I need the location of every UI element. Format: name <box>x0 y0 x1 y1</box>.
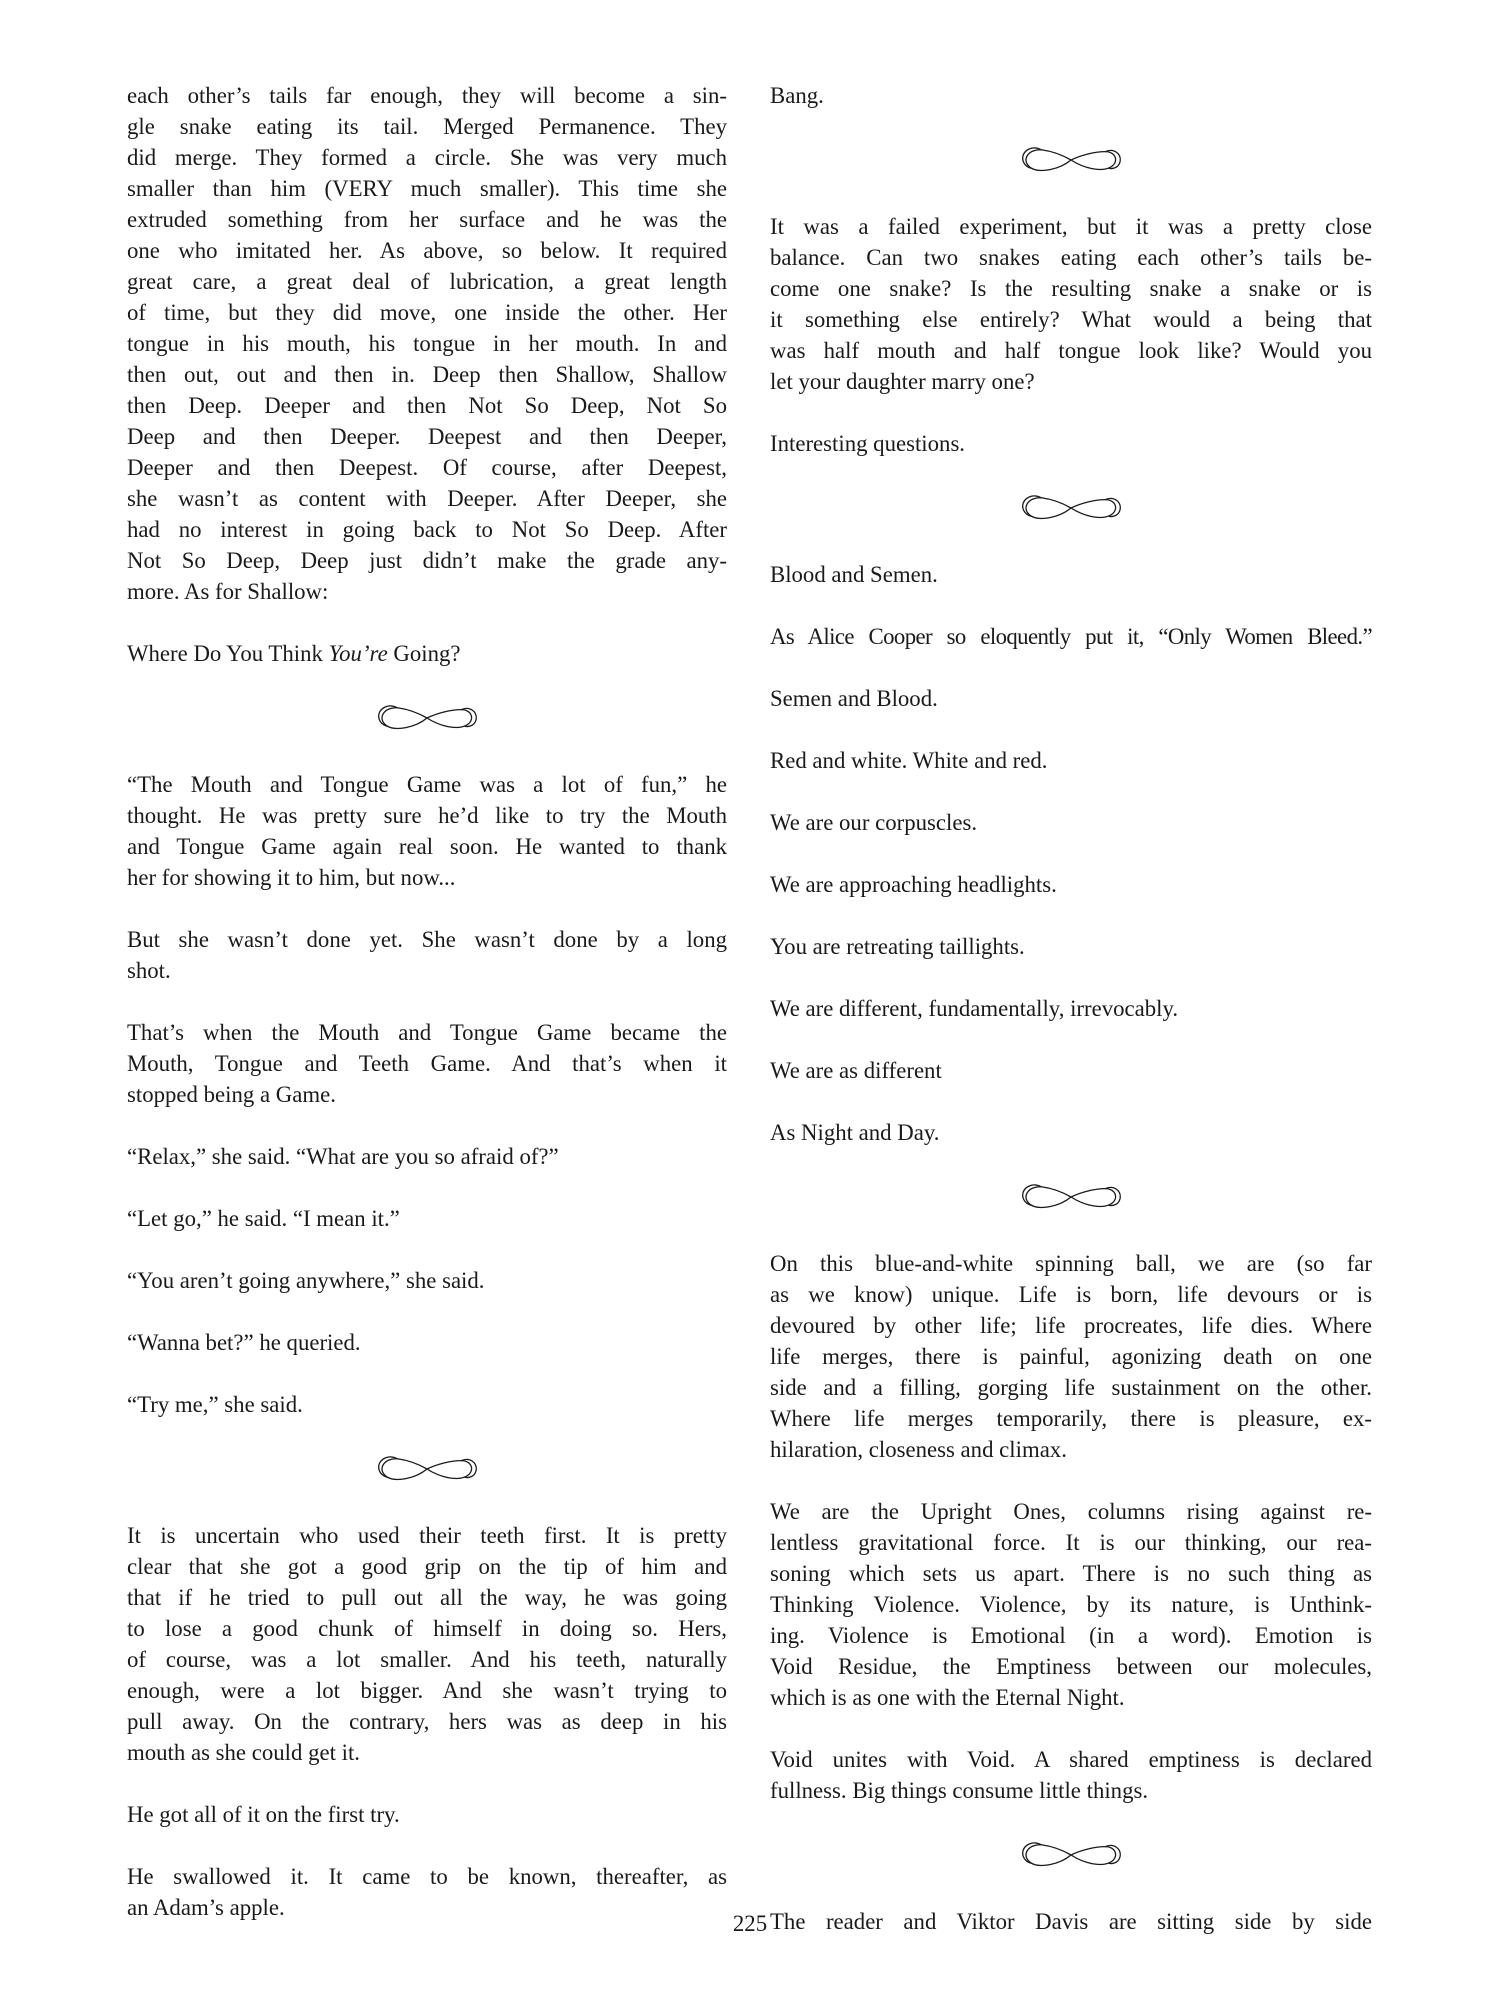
text-run: which is as one with the Eternal Night. <box>770 1685 1125 1710</box>
text-line <box>770 1682 1372 1713</box>
text-run: We are different, fundamentally, irrevocably. <box>770 996 1179 1021</box>
text-run: to lose a good chunk of himself in doing so. Hers, <box>127 1616 727 1641</box>
text-run: Void Residue, the Emptiness between our molecules, <box>770 1654 1372 1679</box>
text-line <box>127 1265 727 1296</box>
text-run: We are the Upright Ones, columns rising against re- <box>770 1499 1372 1524</box>
text-run: as we know) unique. Life is born, life devours or is <box>770 1282 1372 1307</box>
text-run: mouth as she could get it. <box>127 1740 361 1765</box>
text-run: Mouth, Tongue and Teeth Game. And that’s when it <box>127 1051 727 1076</box>
text-run: Deep and then Deeper. Deepest and then Deeper, <box>127 424 727 449</box>
text-run: The reader and Viktor Davis are sitting side by side <box>770 1909 1372 1934</box>
text-line <box>770 304 1372 335</box>
text-run: fullness. Big things consume little things. <box>770 1778 1149 1803</box>
text-run: You are retreating taillights. <box>770 934 1025 959</box>
text-run: extruded something from her surface and he was the <box>127 207 727 232</box>
text-run: hilaration, closeness and climax. <box>770 1437 1067 1462</box>
text-line <box>127 1141 727 1172</box>
text-run: Where life merges temporarily, there is pleasure, ex- <box>770 1406 1372 1431</box>
text-run: As Alice Cooper so eloquently put it, “Only Women Bleed.” <box>770 624 1372 649</box>
text-line <box>127 769 727 800</box>
paragraph <box>770 745 1372 776</box>
paragraph <box>127 924 727 986</box>
text-line <box>127 1079 727 1110</box>
text-line <box>127 1389 727 1420</box>
text-run: smaller than him (VERY much smaller). This time she <box>127 176 727 201</box>
text-run: had no interest in going back to Not So Deep. After <box>127 517 727 542</box>
paragraph <box>770 1117 1372 1148</box>
paragraph <box>127 1389 727 1420</box>
paragraph <box>770 931 1372 962</box>
text-line <box>770 1558 1372 1589</box>
text-line <box>770 683 1372 714</box>
paragraph <box>770 1496 1372 1713</box>
text-run: “You aren’t going anywhere,” she said. <box>127 1268 485 1293</box>
infinity-flourish-icon <box>1019 1180 1123 1214</box>
text-line <box>770 1527 1372 1558</box>
paragraph <box>127 1141 727 1172</box>
text-run: her for showing it to him, but now... <box>127 865 456 890</box>
paragraph <box>770 1248 1372 1465</box>
text-line <box>770 1651 1372 1682</box>
text-line <box>770 745 1372 776</box>
text-run: That’s when the Mouth and Tongue Game became the <box>127 1020 727 1045</box>
text-line <box>127 235 727 266</box>
text-run: side and a filling, gorging life sustainment on the other. <box>770 1375 1372 1400</box>
text-run: He swallowed it. It came to be known, thereafter, as <box>127 1864 727 1889</box>
text-run: she wasn’t as content with Deeper. After Deeper, she <box>127 486 727 511</box>
text-line <box>127 328 727 359</box>
paragraph <box>770 807 1372 838</box>
text-line <box>127 831 727 862</box>
infinity-flourish-icon <box>375 701 479 735</box>
text-line <box>127 800 727 831</box>
text-run: Void unites with Void. A shared emptiness is declared <box>770 1747 1372 1772</box>
text-line <box>127 1675 727 1706</box>
text-run: each other’s tails far enough, they will become a sin- <box>127 83 727 108</box>
text-run: Bang. <box>770 83 824 108</box>
text-run: an Adam’s apple. <box>127 1895 285 1920</box>
text-run: great care, a great deal of lubrication, a great length <box>127 269 727 294</box>
page-number: 225 <box>732 1911 768 1936</box>
text-run: come one snake? Is the resulting snake a snake or is <box>770 276 1372 301</box>
text-run: devoured by other life; life procreates, life dies. Where <box>770 1313 1372 1338</box>
text-line <box>770 993 1372 1024</box>
paragraph <box>770 1744 1372 1806</box>
text-run: We are as different <box>770 1058 942 1083</box>
text-run: stopped being a Game. <box>127 1082 336 1107</box>
text-run: of course, was a lot smaller. And his teeth, naturally <box>127 1647 727 1672</box>
text-run: Semen and Blood. <box>770 686 938 711</box>
text-line <box>127 1799 727 1830</box>
paragraph <box>127 638 727 669</box>
paragraph <box>127 1017 727 1110</box>
text-line <box>127 924 727 955</box>
paragraph <box>127 1203 727 1234</box>
text-line <box>127 1861 727 1892</box>
text-run: But she wasn’t done yet. She wasn’t done by a long <box>127 927 727 952</box>
text-line <box>127 266 727 297</box>
text-line <box>127 204 727 235</box>
text-run: clear that she got a good grip on the tip of him and <box>127 1554 727 1579</box>
section-divider-ornament <box>127 1451 727 1487</box>
text-run: He got all of it on the first try. <box>127 1802 400 1827</box>
text-line <box>127 638 727 669</box>
text-line <box>127 1327 727 1358</box>
text-run: “Relax,” she said. “What are you so afraid of?” <box>127 1144 559 1169</box>
paragraph <box>127 1265 727 1296</box>
paragraph <box>127 1327 727 1358</box>
text-line <box>127 142 727 173</box>
paragraph <box>127 769 727 893</box>
text-line <box>127 514 727 545</box>
text-line <box>770 931 1372 962</box>
text-run: gle snake eating its tail. Merged Permanence. They <box>127 114 727 139</box>
text-line <box>770 428 1372 459</box>
section-divider-ornament <box>127 700 727 736</box>
text-line <box>127 955 727 986</box>
paragraph <box>770 80 1372 111</box>
section-divider-ornament <box>770 1179 1372 1215</box>
text-run: then out, out and then in. Deep then Shallow, Shallow <box>127 362 727 387</box>
text-run: On this blue-and-white spinning ball, we are (so far <box>770 1251 1372 1276</box>
text-run: “Wanna bet?” he queried. <box>127 1330 361 1355</box>
text-run: thought. He was pretty sure he’d like to try the Mouth <box>127 803 727 828</box>
text-line <box>127 545 727 576</box>
text-line <box>770 1434 1372 1465</box>
text-line <box>770 1117 1372 1148</box>
text-run: It is uncertain who used their teeth first. It is pretty <box>127 1523 727 1548</box>
text-line <box>770 1248 1372 1279</box>
paragraph <box>770 428 1372 459</box>
text-line <box>770 1775 1372 1806</box>
text-run: let your daughter marry one? <box>770 369 1035 394</box>
paragraph <box>770 993 1372 1024</box>
text-line <box>127 390 727 421</box>
text-line <box>770 1341 1372 1372</box>
section-divider-ornament <box>770 142 1372 178</box>
text-line <box>127 359 727 390</box>
text-line <box>770 1744 1372 1775</box>
text-line <box>770 559 1372 590</box>
text-run: ing. Violence is Emotional (in a word). Emotion is <box>770 1623 1372 1648</box>
infinity-flourish-icon <box>375 1452 479 1486</box>
text-line <box>127 1644 727 1675</box>
text-run: “Let go,” he said. “I mean it.” <box>127 1206 400 1231</box>
text-run: then Deep. Deeper and then Not So Deep, Not So <box>127 393 727 418</box>
paragraph <box>770 559 1372 590</box>
text-line <box>127 483 727 514</box>
text-line <box>127 1017 727 1048</box>
text-run: As Night and Day. <box>770 1120 940 1145</box>
text-line <box>770 1372 1372 1403</box>
text-line <box>127 173 727 204</box>
italic-text: You’re <box>328 641 388 666</box>
text-line <box>127 576 727 607</box>
text-line <box>127 452 727 483</box>
text-line <box>127 1706 727 1737</box>
text-line <box>127 111 727 142</box>
text-run: Where Do You Think <box>127 641 329 666</box>
text-line <box>770 273 1372 304</box>
text-run: and Tongue Game again real soon. He wanted to thank <box>127 834 727 859</box>
text-line <box>127 1551 727 1582</box>
text-run: life merges, there is painful, agonizing death on one <box>770 1344 1372 1369</box>
text-run: We are our corpuscles. <box>770 810 978 835</box>
paragraph <box>770 683 1372 714</box>
infinity-flourish-icon <box>1019 143 1123 177</box>
text-line <box>770 211 1372 242</box>
text-run: soning which sets us apart. There is no such thing as <box>770 1561 1372 1586</box>
text-run: We are approaching headlights. <box>770 872 1057 897</box>
text-line <box>770 621 1372 652</box>
text-run: tongue in his mouth, his tongue in her mouth. In and <box>127 331 727 356</box>
text-run: it something else entirely? What would a being that <box>770 307 1372 332</box>
right-column <box>770 80 1372 1968</box>
text-run: that if he tried to pull out all the way, he was going <box>127 1585 727 1610</box>
paragraph <box>770 1055 1372 1086</box>
left-column <box>127 80 727 1954</box>
paragraph <box>770 869 1372 900</box>
paragraph <box>770 211 1372 397</box>
text-line <box>770 869 1372 900</box>
text-run: Going? <box>387 641 461 666</box>
text-run: Blood and Semen. <box>770 562 938 587</box>
section-divider-ornament <box>770 490 1372 526</box>
text-line <box>127 1520 727 1551</box>
text-line <box>770 1055 1372 1086</box>
text-line <box>770 807 1372 838</box>
text-run: more. As for Shallow: <box>127 579 329 604</box>
infinity-flourish-icon <box>1019 491 1123 525</box>
text-run: “The Mouth and Tongue Game was a lot of fun,” he <box>127 772 727 797</box>
text-run: enough, were a lot bigger. And she wasn’t trying to <box>127 1678 727 1703</box>
text-run: Not So Deep, Deep just didn’t make the grade any- <box>127 548 727 573</box>
text-line <box>770 1279 1372 1310</box>
text-run: Red and white. White and red. <box>770 748 1048 773</box>
text-run: balance. Can two snakes eating each other’s tails be- <box>770 245 1372 270</box>
text-run: was half mouth and half tongue look like? Would you <box>770 338 1372 363</box>
text-run: did merge. They formed a circle. She was very much <box>127 145 727 170</box>
text-run: “Try me,” she said. <box>127 1392 303 1417</box>
paragraph <box>127 1520 727 1768</box>
text-line <box>127 1048 727 1079</box>
text-run: Interesting questions. <box>770 431 966 456</box>
text-line <box>770 80 1372 111</box>
text-line <box>770 1589 1372 1620</box>
text-run: lentless gravitational force. It is our thinking, our rea- <box>770 1530 1372 1555</box>
text-line <box>127 297 727 328</box>
section-divider-ornament <box>770 1837 1372 1873</box>
text-run: It was a failed experiment, but it was a pretty close <box>770 214 1372 239</box>
text-line <box>127 1582 727 1613</box>
infinity-flourish-icon <box>1019 1838 1123 1872</box>
text-line <box>127 1203 727 1234</box>
text-line <box>127 80 727 111</box>
text-run: of time, but they did move, one inside the other. Her <box>127 300 727 325</box>
text-run: shot. <box>127 958 171 983</box>
text-run: Thinking Violence. Violence, by its nature, is Unthink- <box>770 1592 1372 1617</box>
text-line <box>770 1403 1372 1434</box>
text-line <box>770 1496 1372 1527</box>
text-run: one who imitated her. As above, so below. It required <box>127 238 727 263</box>
text-line <box>770 366 1372 397</box>
paragraph <box>127 1799 727 1830</box>
paragraph <box>127 80 727 607</box>
text-line <box>127 1737 727 1768</box>
text-line <box>127 1613 727 1644</box>
text-line <box>770 1620 1372 1651</box>
text-line <box>770 335 1372 366</box>
paragraph <box>770 621 1372 652</box>
text-line <box>127 421 727 452</box>
text-line <box>127 862 727 893</box>
text-line <box>770 1310 1372 1341</box>
text-run: Deeper and then Deepest. Of course, after Deepest, <box>127 455 727 480</box>
text-line <box>770 242 1372 273</box>
text-run: pull away. On the contrary, hers was as deep in his <box>127 1709 727 1734</box>
